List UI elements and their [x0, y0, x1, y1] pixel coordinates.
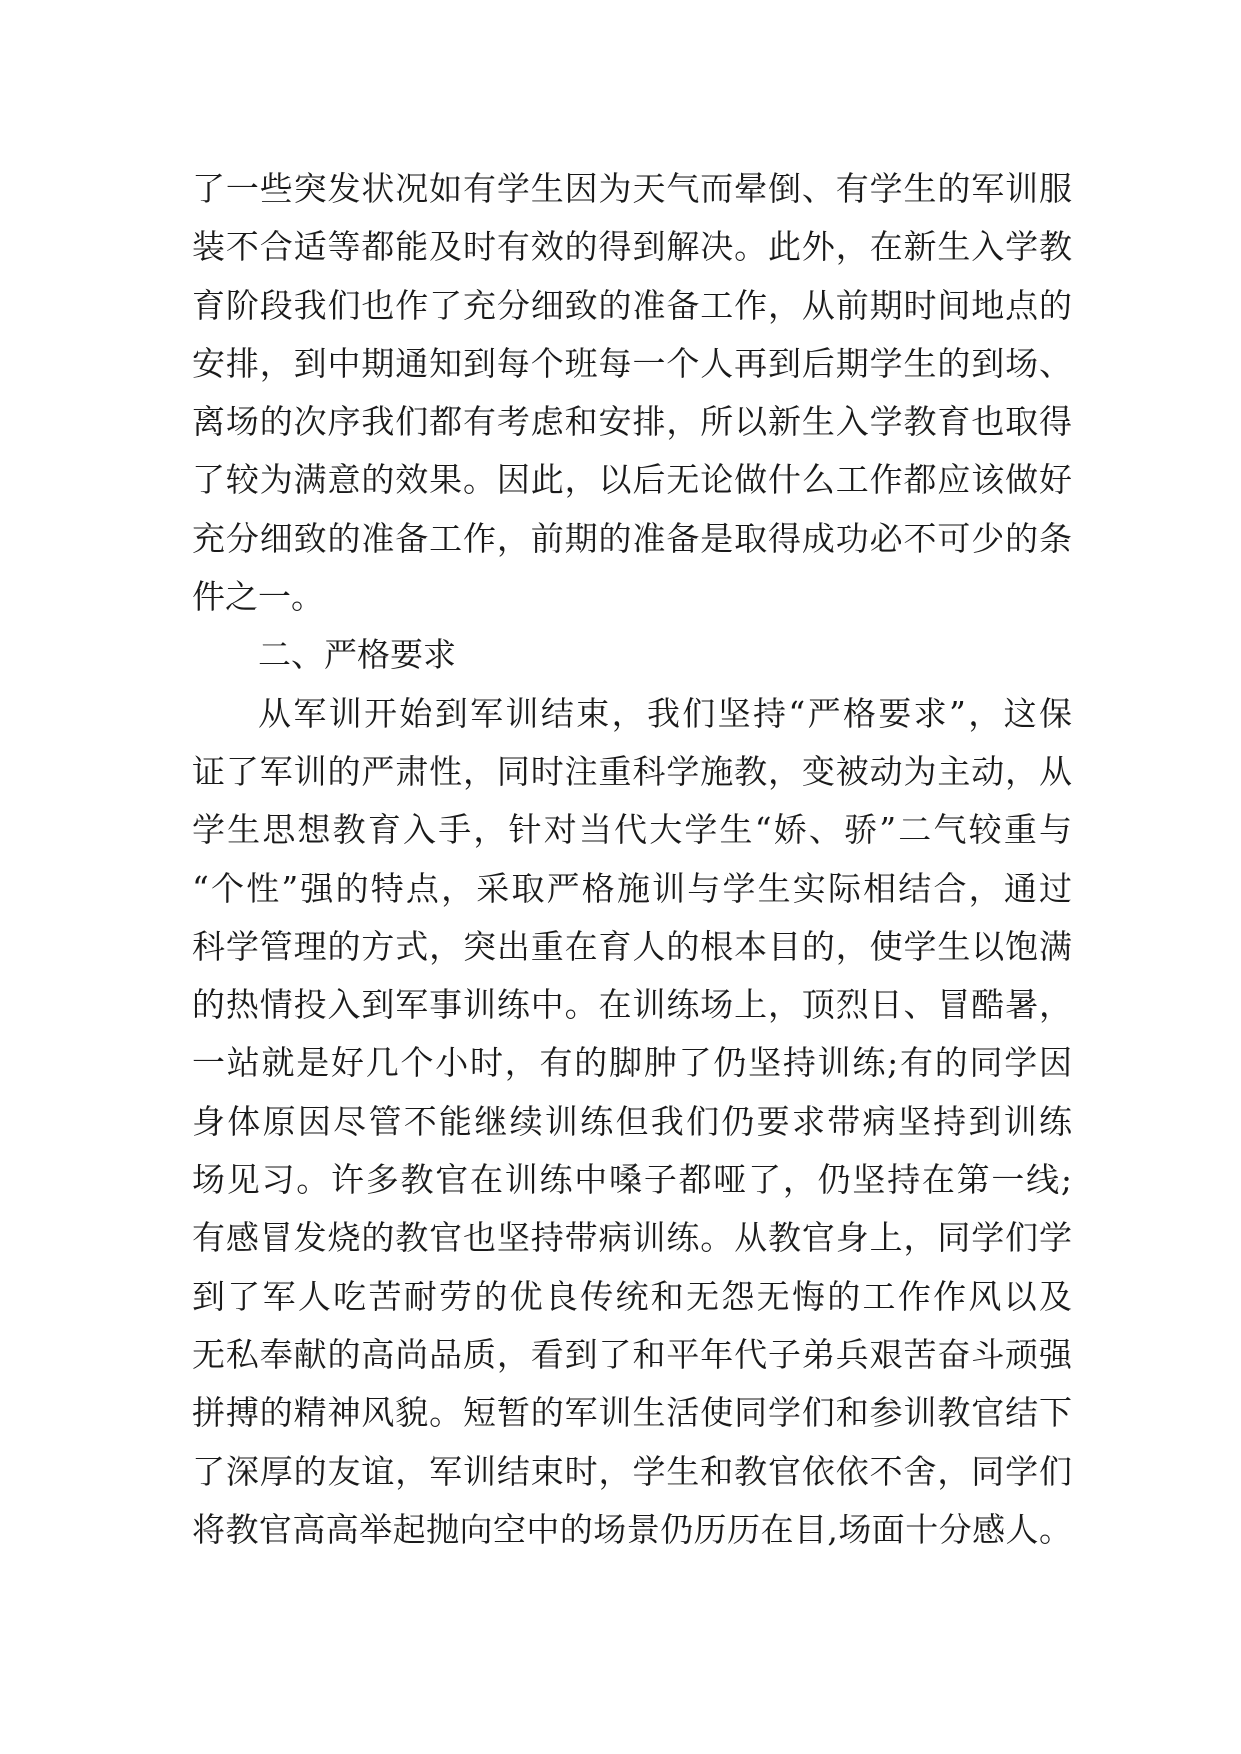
paragraph-preparation [192, 160, 1072, 626]
paragraph-strict-requirements [192, 685, 1072, 1559]
paragraph-line: 学生思想教育入手，针对当代大学生“娇、骄”二气较重与 [192, 810, 1072, 850]
section-heading: 二、严格要求 [258, 635, 456, 675]
paragraph-line: 场见习。许多教官在训练中嗓子都哑了，仍坚持在第一线; [192, 1160, 1072, 1200]
paragraph-line: 的热情投入到军事训练中。在训练场上，顶烈日、冒酷暑， [192, 985, 1072, 1025]
paragraph-line: 到了军人吃苦耐劳的优良传统和无怨无悔的工作作风以及 [192, 1276, 1072, 1316]
paragraph-line: 从军训开始到军训结束，我们坚持“严格要求”，这保 [258, 693, 1072, 733]
paragraph-line: 了较为满意的效果。因此，以后无论做什么工作都应该做好 [192, 460, 1072, 500]
paragraph-line: 件之一。 [192, 577, 324, 617]
paragraph-line: 育阶段我们也作了充分细致的准备工作，从前期时间地点的 [192, 285, 1072, 325]
paragraph-line: “个性”强的特点，采取严格施训与学生实际相结合，通过 [192, 868, 1072, 908]
paragraph-line: 一站就是好几个小时，有的脚肿了仍坚持训练;有的同学因 [192, 1043, 1072, 1083]
paragraph-line: 科学管理的方式，突出重在育人的根本目的，使学生以饱满 [192, 926, 1072, 966]
paragraph-line: 身体原因尽管不能继续训练但我们仍要求带病坚持到训练 [192, 1101, 1072, 1141]
paragraph-line: 充分细致的准备工作，前期的准备是取得成功必不可少的条 [192, 518, 1072, 558]
paragraph-line: 将教官高高举起抛向空中的场景仍历历在目,场面十分感人。 [192, 1509, 1072, 1549]
paragraph-line: 无私奉献的高尚品质，看到了和平年代子弟兵艰苦奋斗顽强 [192, 1334, 1072, 1374]
paragraph-line: 了深厚的友谊，军训结束时，学生和教官依依不舍，同学们 [192, 1451, 1072, 1491]
paragraph-line: 离场的次序我们都有考虑和安排，所以新生入学教育也取得 [192, 402, 1072, 442]
paragraph-line: 拼搏的精神风貌。短暂的军训生活使同学们和参训教官结下 [192, 1393, 1072, 1433]
document-body [192, 160, 1072, 1559]
paragraph-line: 安排，到中期通知到每个班每一个人再到后期学生的到场、 [192, 343, 1072, 383]
paragraph-line: 有感冒发烧的教官也坚持带病训练。从教官身上，同学们学 [192, 1218, 1072, 1258]
paragraph-line: 证了军训的严肃性，同时注重科学施教，变被动为主动，从 [192, 751, 1072, 791]
paragraph-line: 了一些突发状况如有学生因为天气而晕倒、有学生的军训服 [192, 169, 1072, 208]
paragraph-line: 装不合适等都能及时有效的得到解决。此外，在新生入学教 [192, 227, 1072, 267]
